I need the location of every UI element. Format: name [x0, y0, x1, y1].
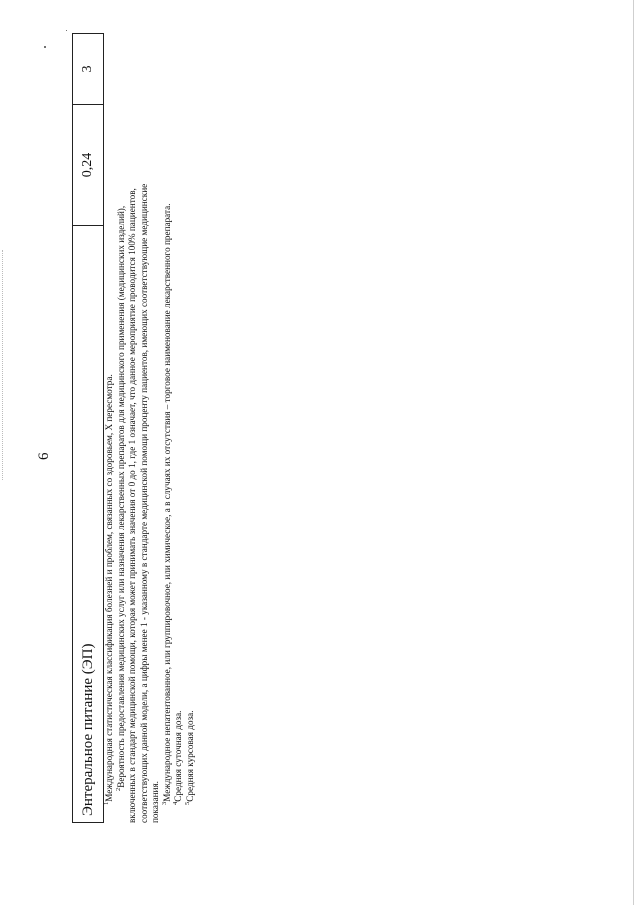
table-cell-service-name: Энтеральное питание (ЭП) — [73, 225, 103, 822]
table-cell-count: 3 — [80, 65, 95, 73]
footnote-text: Средняя курсовая доза. — [184, 710, 195, 802]
footnote-2-line — [127, 45, 139, 823]
standard-table — [72, 33, 104, 823]
footnote-mark: 4 — [171, 801, 179, 805]
footnote-mark: 3 — [160, 801, 168, 805]
footnote-2 — [116, 45, 128, 805]
footnote-3 — [162, 45, 174, 805]
table-cell-frequency: 0,24 — [73, 104, 103, 225]
footnote-text: Международная статистическая классификация болезней и проблем, связанных со здоровьем, X пересмотра. — [104, 374, 114, 802]
footnote-text: Вероятность предоставления медицинских услуг или назначения лекарственных препаратов для медицинского применения (медицинских изделий), — [115, 205, 126, 788]
footnote-mark: 5 — [183, 801, 191, 805]
footnote-1 — [104, 45, 116, 805]
footnote-text: включенных в стандарт медицинской помощи, которая может принимать значения от 0 до 1, где 1 означает, что данное мероприятие проводится 100% пациентов, — [127, 188, 137, 823]
footnotes — [102, 45, 196, 823]
footnote-2-line — [139, 45, 151, 823]
footnote-2-line — [150, 45, 162, 823]
footnote-4 — [173, 45, 185, 805]
footnote-text: Средняя суточная доза. — [173, 710, 183, 802]
page-number: 6 — [36, 452, 52, 460]
footnote-text: соответствующих данной модели, а цифры менее 1 - указанному в стандарте медицинской помощи проценту пациентов, имеющих соответствующие медицинские — [138, 183, 149, 823]
footnote-mark: 1 — [102, 801, 110, 805]
footnote-5 — [185, 45, 197, 805]
footnote-text: показания. — [150, 781, 160, 823]
footnote-mark: 2 — [114, 787, 122, 791]
footnote-text: Международное непатентованное, или группировочное, или химическое, а в случаях их отсутствия – торговое наименование лекарственного препарата. — [161, 203, 172, 802]
